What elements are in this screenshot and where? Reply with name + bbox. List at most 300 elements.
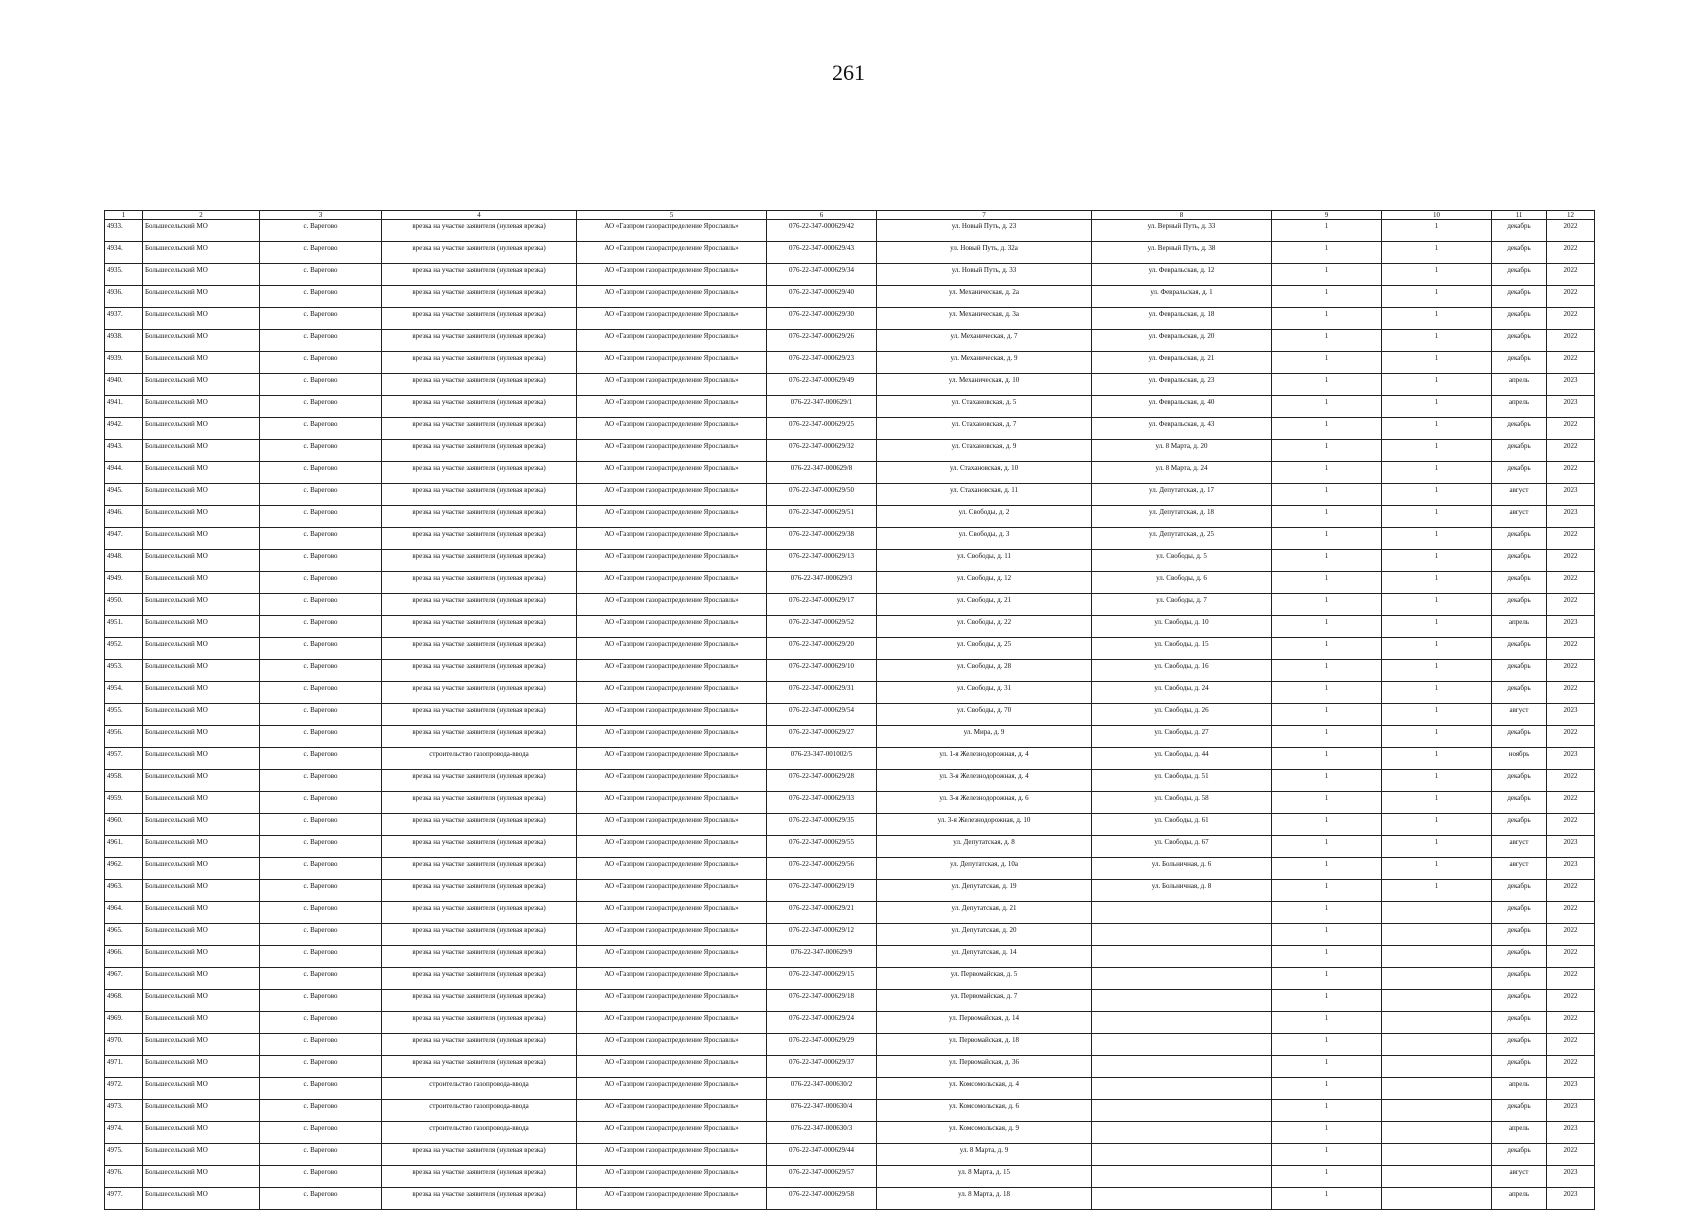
work-type-cell: врезка на участке заявителя (нулевая врезка) xyxy=(382,704,577,726)
table-row xyxy=(105,308,1595,330)
contract-number-cell: 076-22-347-000629/23 xyxy=(767,352,877,374)
year-cell: 2023 xyxy=(1547,748,1595,770)
count-cell-2: 1 xyxy=(1382,880,1492,902)
table-row xyxy=(105,264,1595,286)
settlement-cell: с. Варегово xyxy=(260,792,382,814)
year-cell: 2022 xyxy=(1547,814,1595,836)
settlement-cell: с. Варегово xyxy=(260,352,382,374)
count-cell: 1 xyxy=(1272,484,1382,506)
work-type-cell: врезка на участке заявителя (нулевая врезка) xyxy=(382,242,577,264)
address-cell: ул. Свободы, д. 31 xyxy=(877,682,1092,704)
work-type-cell: врезка на участке заявителя (нулевая врезка) xyxy=(382,1166,577,1188)
municipality-cell: Большесельский МО xyxy=(143,1122,260,1144)
settlement-cell: с. Варегово xyxy=(260,1122,382,1144)
row-number-cell: 4945. xyxy=(105,484,143,506)
count-cell-2: 1 xyxy=(1382,726,1492,748)
address-cell: ул. Стахановская, д. 11 xyxy=(877,484,1092,506)
column-header-9: 9 xyxy=(1272,211,1382,220)
municipality-cell: Большесельский МО xyxy=(143,594,260,616)
table-row xyxy=(105,1144,1595,1166)
work-type-cell: врезка на участке заявителя (нулевая врезка) xyxy=(382,330,577,352)
month-cell: декабрь xyxy=(1492,286,1547,308)
work-type-cell: врезка на участке заявителя (нулевая врезка) xyxy=(382,374,577,396)
month-cell: декабрь xyxy=(1492,1012,1547,1034)
contract-number-cell: 076-22-347-000629/55 xyxy=(767,836,877,858)
work-type-cell: врезка на участке заявителя (нулевая врезка) xyxy=(382,858,577,880)
contract-number-cell: 076-22-347-000629/38 xyxy=(767,528,877,550)
year-cell: 2022 xyxy=(1547,924,1595,946)
municipality-cell: Большесельский МО xyxy=(143,1012,260,1034)
row-number-cell: 4957. xyxy=(105,748,143,770)
organization-cell: АО «Газпром газораспределение Ярославль» xyxy=(577,242,767,264)
organization-cell: АО «Газпром газораспределение Ярославль» xyxy=(577,946,767,968)
settlement-cell: с. Варегово xyxy=(260,396,382,418)
address-cell: ул. Новый Путь, д. 23 xyxy=(877,220,1092,242)
address-cell: ул. Свободы, д. 28 xyxy=(877,660,1092,682)
work-type-cell: врезка на участке заявителя (нулевая врезка) xyxy=(382,770,577,792)
table-row xyxy=(105,440,1595,462)
row-number-cell: 4972. xyxy=(105,1078,143,1100)
address-cell: ул. 3-я Железнодорожная, д. 10 xyxy=(877,814,1092,836)
year-cell: 2023 xyxy=(1547,484,1595,506)
work-type-cell: врезка на участке заявителя (нулевая врезка) xyxy=(382,484,577,506)
contract-number-cell: 076-22-347-000629/10 xyxy=(767,660,877,682)
contract-number-cell: 076-22-347-000629/37 xyxy=(767,1056,877,1078)
year-cell: 2023 xyxy=(1547,1100,1595,1122)
address-cell-2 xyxy=(1092,1188,1272,1210)
contract-number-cell: 076-22-347-000629/12 xyxy=(767,924,877,946)
count-cell: 1 xyxy=(1272,924,1382,946)
address-cell: ул. Механическая, д. 3а xyxy=(877,308,1092,330)
address-cell: ул. Первомайская, д. 5 xyxy=(877,968,1092,990)
count-cell: 1 xyxy=(1272,594,1382,616)
municipality-cell: Большесельский МО xyxy=(143,946,260,968)
address-cell: ул. Депутатская, д. 10а xyxy=(877,858,1092,880)
count-cell: 1 xyxy=(1272,572,1382,594)
row-number-cell: 4963. xyxy=(105,880,143,902)
settlement-cell: с. Варегово xyxy=(260,374,382,396)
address-cell: ул. Стахановская, д. 5 xyxy=(877,396,1092,418)
address-cell: ул. Стахановская, д. 7 xyxy=(877,418,1092,440)
year-cell: 2022 xyxy=(1547,946,1595,968)
address-cell: ул. Механическая, д. 10 xyxy=(877,374,1092,396)
address-cell: ул. Комсомольская, д. 9 xyxy=(877,1122,1092,1144)
contract-number-cell: 076-22-347-000629/17 xyxy=(767,594,877,616)
table-row xyxy=(105,550,1595,572)
count-cell: 1 xyxy=(1272,1122,1382,1144)
municipality-cell: Большесельский МО xyxy=(143,880,260,902)
count-cell: 1 xyxy=(1272,814,1382,836)
municipality-cell: Большесельский МО xyxy=(143,1056,260,1078)
municipality-cell: Большесельский МО xyxy=(143,1144,260,1166)
address-cell: ул. 8 Марта, д. 18 xyxy=(877,1188,1092,1210)
work-type-cell: врезка на участке заявителя (нулевая врезка) xyxy=(382,682,577,704)
address-cell-2 xyxy=(1092,1056,1272,1078)
address-cell-2: ул. 8 Марта, д. 24 xyxy=(1092,462,1272,484)
table-row xyxy=(105,946,1595,968)
month-cell: декабрь xyxy=(1492,220,1547,242)
address-cell-2: ул. Февральская, д. 18 xyxy=(1092,308,1272,330)
column-header-6: 6 xyxy=(767,211,877,220)
settlement-cell: с. Варегово xyxy=(260,616,382,638)
year-cell: 2022 xyxy=(1547,1012,1595,1034)
year-cell: 2022 xyxy=(1547,990,1595,1012)
contract-number-cell: 076-22-347-000629/30 xyxy=(767,308,877,330)
organization-cell: АО «Газпром газораспределение Ярославль» xyxy=(577,352,767,374)
address-cell-2: ул. Депутатская, д. 18 xyxy=(1092,506,1272,528)
count-cell-2: 1 xyxy=(1382,792,1492,814)
row-number-cell: 4939. xyxy=(105,352,143,374)
year-cell: 2023 xyxy=(1547,858,1595,880)
work-type-cell: врезка на участке заявителя (нулевая врезка) xyxy=(382,616,577,638)
address-cell-2 xyxy=(1092,902,1272,924)
column-header-8: 8 xyxy=(1092,211,1272,220)
address-cell-2: ул. Февральская, д. 43 xyxy=(1092,418,1272,440)
row-number-cell: 4934. xyxy=(105,242,143,264)
row-number-cell: 4960. xyxy=(105,814,143,836)
row-number-cell: 4956. xyxy=(105,726,143,748)
month-cell: декабрь xyxy=(1492,880,1547,902)
address-cell-2 xyxy=(1092,990,1272,1012)
address-cell: ул. 8 Марта, д. 15 xyxy=(877,1166,1092,1188)
address-cell-2 xyxy=(1092,968,1272,990)
row-number-cell: 4952. xyxy=(105,638,143,660)
count-cell-2: 1 xyxy=(1382,374,1492,396)
column-header-2: 2 xyxy=(143,211,260,220)
count-cell-2 xyxy=(1382,1144,1492,1166)
organization-cell: АО «Газпром газораспределение Ярославль» xyxy=(577,330,767,352)
settlement-cell: с. Варегово xyxy=(260,990,382,1012)
table-row xyxy=(105,1100,1595,1122)
table-row xyxy=(105,374,1595,396)
table-row xyxy=(105,418,1595,440)
organization-cell: АО «Газпром газораспределение Ярославль» xyxy=(577,792,767,814)
settlement-cell: с. Варегово xyxy=(260,572,382,594)
contract-number-cell: 076-22-347-000629/13 xyxy=(767,550,877,572)
address-cell: ул. Первомайская, д. 36 xyxy=(877,1056,1092,1078)
column-header-7: 7 xyxy=(877,211,1092,220)
contract-number-cell: 076-22-347-000629/35 xyxy=(767,814,877,836)
count-cell-2 xyxy=(1382,1166,1492,1188)
table-row xyxy=(105,484,1595,506)
address-cell-2: ул. Депутатская, д. 25 xyxy=(1092,528,1272,550)
year-cell: 2022 xyxy=(1547,286,1595,308)
month-cell: август xyxy=(1492,484,1547,506)
organization-cell: АО «Газпром газораспределение Ярославль» xyxy=(577,902,767,924)
table-row xyxy=(105,902,1595,924)
municipality-cell: Большесельский МО xyxy=(143,990,260,1012)
count-cell-2: 1 xyxy=(1382,308,1492,330)
month-cell: декабрь xyxy=(1492,726,1547,748)
municipality-cell: Большесельский МО xyxy=(143,638,260,660)
count-cell: 1 xyxy=(1272,418,1382,440)
count-cell: 1 xyxy=(1272,286,1382,308)
table-row xyxy=(105,704,1595,726)
month-cell: декабрь xyxy=(1492,660,1547,682)
count-cell: 1 xyxy=(1272,616,1382,638)
contract-number-cell: 076-22-347-000629/51 xyxy=(767,506,877,528)
settlement-cell: с. Варегово xyxy=(260,924,382,946)
address-cell-2: ул. Свободы, д. 10 xyxy=(1092,616,1272,638)
work-type-cell: врезка на участке заявителя (нулевая врезка) xyxy=(382,308,577,330)
row-number-cell: 4933. xyxy=(105,220,143,242)
column-header-12: 12 xyxy=(1547,211,1595,220)
contract-number-cell: 076-22-347-000629/25 xyxy=(767,418,877,440)
organization-cell: АО «Газпром газораспределение Ярославль» xyxy=(577,1122,767,1144)
municipality-cell: Большесельский МО xyxy=(143,814,260,836)
count-cell-2 xyxy=(1382,1188,1492,1210)
month-cell: декабрь xyxy=(1492,418,1547,440)
settlement-cell: с. Варегово xyxy=(260,902,382,924)
contract-number-cell: 076-22-347-000629/21 xyxy=(767,902,877,924)
row-number-cell: 4942. xyxy=(105,418,143,440)
settlement-cell: с. Варегово xyxy=(260,968,382,990)
table-row xyxy=(105,748,1595,770)
count-cell-2: 1 xyxy=(1382,462,1492,484)
settlement-cell: с. Варегово xyxy=(260,506,382,528)
organization-cell: АО «Газпром газораспределение Ярославль» xyxy=(577,638,767,660)
row-number-cell: 4954. xyxy=(105,682,143,704)
address-cell: ул. Стахановская, д. 10 xyxy=(877,462,1092,484)
settlement-cell: с. Варегово xyxy=(260,858,382,880)
count-cell: 1 xyxy=(1272,528,1382,550)
count-cell-2: 1 xyxy=(1382,594,1492,616)
address-cell: ул. Механическая, д. 9 xyxy=(877,352,1092,374)
municipality-cell: Большесельский МО xyxy=(143,550,260,572)
organization-cell: АО «Газпром газораспределение Ярославль» xyxy=(577,220,767,242)
row-number-cell: 4961. xyxy=(105,836,143,858)
year-cell: 2022 xyxy=(1547,440,1595,462)
municipality-cell: Большесельский МО xyxy=(143,440,260,462)
count-cell-2: 1 xyxy=(1382,396,1492,418)
year-cell: 2022 xyxy=(1547,902,1595,924)
settlement-cell: с. Варегово xyxy=(260,660,382,682)
count-cell: 1 xyxy=(1272,1034,1382,1056)
year-cell: 2022 xyxy=(1547,572,1595,594)
work-type-cell: врезка на участке заявителя (нулевая врезка) xyxy=(382,396,577,418)
work-type-cell: врезка на участке заявителя (нулевая врезка) xyxy=(382,352,577,374)
row-number-cell: 4962. xyxy=(105,858,143,880)
contract-number-cell: 076-22-347-000629/56 xyxy=(767,858,877,880)
column-header-5: 5 xyxy=(577,211,767,220)
table-row xyxy=(105,792,1595,814)
address-cell-2 xyxy=(1092,1122,1272,1144)
count-cell-2: 1 xyxy=(1382,484,1492,506)
count-cell-2: 1 xyxy=(1382,748,1492,770)
row-number-cell: 4947. xyxy=(105,528,143,550)
count-cell: 1 xyxy=(1272,1056,1382,1078)
work-type-cell: врезка на участке заявителя (нулевая врезка) xyxy=(382,792,577,814)
table-row xyxy=(105,1166,1595,1188)
count-cell: 1 xyxy=(1272,990,1382,1012)
work-type-cell: врезка на участке заявителя (нулевая врезка) xyxy=(382,572,577,594)
month-cell: август xyxy=(1492,1166,1547,1188)
contract-number-cell: 076-22-347-000629/1 xyxy=(767,396,877,418)
column-header-11: 11 xyxy=(1492,211,1547,220)
organization-cell: АО «Газпром газораспределение Ярославль» xyxy=(577,528,767,550)
column-header-10: 10 xyxy=(1382,211,1492,220)
month-cell: декабрь xyxy=(1492,308,1547,330)
month-cell: декабрь xyxy=(1492,550,1547,572)
count-cell-2: 1 xyxy=(1382,330,1492,352)
settlement-cell: с. Варегово xyxy=(260,220,382,242)
month-cell: декабрь xyxy=(1492,1056,1547,1078)
municipality-cell: Большесельский МО xyxy=(143,242,260,264)
address-cell-2 xyxy=(1092,1078,1272,1100)
address-cell-2: ул. Верный Путь, д. 38 xyxy=(1092,242,1272,264)
table-row xyxy=(105,682,1595,704)
address-cell-2: ул. Свободы, д. 26 xyxy=(1092,704,1272,726)
organization-cell: АО «Газпром газораспределение Ярославль» xyxy=(577,1144,767,1166)
municipality-cell: Большесельский МО xyxy=(143,792,260,814)
month-cell: апрель xyxy=(1492,374,1547,396)
municipality-cell: Большесельский МО xyxy=(143,1100,260,1122)
work-type-cell: врезка на участке заявителя (нулевая врезка) xyxy=(382,836,577,858)
organization-cell: АО «Газпром газораспределение Ярославль» xyxy=(577,616,767,638)
table-row xyxy=(105,220,1595,242)
contract-number-cell: 076-22-347-000630/3 xyxy=(767,1122,877,1144)
month-cell: август xyxy=(1492,836,1547,858)
organization-cell: АО «Газпром газораспределение Ярославль» xyxy=(577,1034,767,1056)
count-cell: 1 xyxy=(1272,682,1382,704)
settlement-cell: с. Варегово xyxy=(260,682,382,704)
count-cell-2 xyxy=(1382,924,1492,946)
year-cell: 2022 xyxy=(1547,638,1595,660)
count-cell-2 xyxy=(1382,1122,1492,1144)
column-header-4: 4 xyxy=(382,211,577,220)
row-number-cell: 4935. xyxy=(105,264,143,286)
work-type-cell: врезка на участке заявителя (нулевая врезка) xyxy=(382,418,577,440)
municipality-cell: Большесельский МО xyxy=(143,704,260,726)
table-row xyxy=(105,726,1595,748)
contract-number-cell: 076-22-347-000629/24 xyxy=(767,1012,877,1034)
settlement-cell: с. Варегово xyxy=(260,594,382,616)
month-cell: декабрь xyxy=(1492,462,1547,484)
count-cell: 1 xyxy=(1272,1166,1382,1188)
contract-number-cell: 076-22-347-000629/54 xyxy=(767,704,877,726)
count-cell-2 xyxy=(1382,1056,1492,1078)
row-number-cell: 4941. xyxy=(105,396,143,418)
settlement-cell: с. Варегово xyxy=(260,462,382,484)
address-cell-2 xyxy=(1092,1166,1272,1188)
count-cell: 1 xyxy=(1272,836,1382,858)
row-number-cell: 4951. xyxy=(105,616,143,638)
count-cell-2: 1 xyxy=(1382,440,1492,462)
organization-cell: АО «Газпром газораспределение Ярославль» xyxy=(577,814,767,836)
row-number-cell: 4976. xyxy=(105,1166,143,1188)
work-type-cell: строительство газопровода-ввода xyxy=(382,1122,577,1144)
row-number-cell: 4964. xyxy=(105,902,143,924)
work-type-cell: врезка на участке заявителя (нулевая врезка) xyxy=(382,726,577,748)
settlement-cell: с. Варегово xyxy=(260,418,382,440)
month-cell: декабрь xyxy=(1492,924,1547,946)
row-number-cell: 4971. xyxy=(105,1056,143,1078)
row-number-cell: 4970. xyxy=(105,1034,143,1056)
address-cell: ул. Свободы, д. 21 xyxy=(877,594,1092,616)
table-row xyxy=(105,1034,1595,1056)
settlement-cell: с. Варегово xyxy=(260,1144,382,1166)
month-cell: декабрь xyxy=(1492,572,1547,594)
month-cell: декабрь xyxy=(1492,990,1547,1012)
organization-cell: АО «Газпром газораспределение Ярославль» xyxy=(577,462,767,484)
column-header-1: 1 xyxy=(105,211,143,220)
month-cell: декабрь xyxy=(1492,902,1547,924)
month-cell: август xyxy=(1492,704,1547,726)
contract-number-cell: 076-22-347-000629/28 xyxy=(767,770,877,792)
address-cell-2: ул. Свободы, д. 7 xyxy=(1092,594,1272,616)
count-cell: 1 xyxy=(1272,858,1382,880)
table-row xyxy=(105,814,1595,836)
municipality-cell: Большесельский МО xyxy=(143,352,260,374)
organization-cell: АО «Газпром газораспределение Ярославль» xyxy=(577,506,767,528)
count-cell: 1 xyxy=(1272,726,1382,748)
contract-number-cell: 076-22-347-000629/57 xyxy=(767,1166,877,1188)
organization-cell: АО «Газпром газораспределение Ярославль» xyxy=(577,1100,767,1122)
year-cell: 2022 xyxy=(1547,242,1595,264)
count-cell-2: 1 xyxy=(1382,704,1492,726)
year-cell: 2022 xyxy=(1547,418,1595,440)
table-row xyxy=(105,330,1595,352)
count-cell-2 xyxy=(1382,902,1492,924)
table-row xyxy=(105,858,1595,880)
table-row xyxy=(105,616,1595,638)
municipality-cell: Большесельский МО xyxy=(143,396,260,418)
table-row xyxy=(105,594,1595,616)
row-number-cell: 4965. xyxy=(105,924,143,946)
organization-cell: АО «Газпром газораспределение Ярославль» xyxy=(577,440,767,462)
settlement-cell: с. Варегово xyxy=(260,880,382,902)
municipality-cell: Большесельский МО xyxy=(143,924,260,946)
month-cell: декабрь xyxy=(1492,1034,1547,1056)
gasification-register-table xyxy=(104,210,1595,1210)
municipality-cell: Большесельский МО xyxy=(143,462,260,484)
year-cell: 2022 xyxy=(1547,726,1595,748)
page-number: 261 xyxy=(832,60,865,85)
municipality-cell: Большесельский МО xyxy=(143,572,260,594)
address-cell: ул. Депутатская, д. 8 xyxy=(877,836,1092,858)
month-cell: декабрь xyxy=(1492,682,1547,704)
table-row xyxy=(105,660,1595,682)
settlement-cell: с. Варегово xyxy=(260,814,382,836)
row-number-cell: 4944. xyxy=(105,462,143,484)
table-row xyxy=(105,1056,1595,1078)
count-cell: 1 xyxy=(1272,1100,1382,1122)
count-cell-2 xyxy=(1382,1078,1492,1100)
year-cell: 2022 xyxy=(1547,1034,1595,1056)
count-cell-2: 1 xyxy=(1382,242,1492,264)
address-cell-2: ул. Свободы, д. 58 xyxy=(1092,792,1272,814)
organization-cell: АО «Газпром газораспределение Ярославль» xyxy=(577,704,767,726)
work-type-cell: врезка на участке заявителя (нулевая врезка) xyxy=(382,968,577,990)
month-cell: декабрь xyxy=(1492,528,1547,550)
organization-cell: АО «Газпром газораспределение Ярославль» xyxy=(577,990,767,1012)
address-cell-2 xyxy=(1092,946,1272,968)
address-cell-2: ул. Февральская, д. 1 xyxy=(1092,286,1272,308)
table-row xyxy=(105,924,1595,946)
row-number-cell: 4950. xyxy=(105,594,143,616)
address-cell-2 xyxy=(1092,1012,1272,1034)
organization-cell: АО «Газпром газораспределение Ярославль» xyxy=(577,660,767,682)
row-number-cell: 4938. xyxy=(105,330,143,352)
count-cell: 1 xyxy=(1272,462,1382,484)
table-row xyxy=(105,968,1595,990)
organization-cell: АО «Газпром газораспределение Ярославль» xyxy=(577,1188,767,1210)
municipality-cell: Большесельский МО xyxy=(143,264,260,286)
count-cell: 1 xyxy=(1272,704,1382,726)
address-cell: ул. Новый Путь, д. 33 xyxy=(877,264,1092,286)
count-cell-2 xyxy=(1382,1100,1492,1122)
row-number-cell: 4967. xyxy=(105,968,143,990)
